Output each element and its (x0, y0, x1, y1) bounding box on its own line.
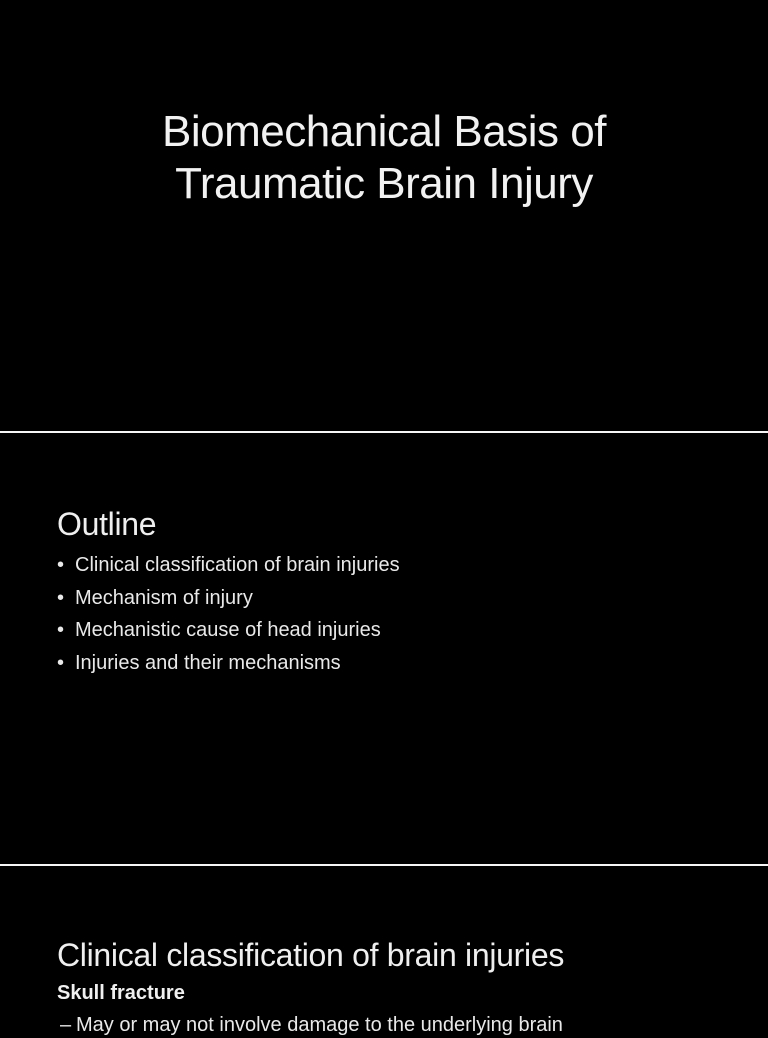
slide-title (0, 0, 768, 431)
bullet-text: Injuries and their mechanisms (75, 651, 341, 674)
list-item (60, 1012, 563, 1038)
bullet-text: Mechanism of injury (75, 586, 253, 609)
outline-bullet-list (57, 549, 400, 679)
slide-clinical-classification (0, 866, 768, 1036)
list-item (57, 582, 400, 615)
list-item (57, 614, 400, 647)
bullet-icon: • (57, 586, 65, 609)
bullet-text: Clinical classification of brain injuries (75, 554, 400, 576)
presentation-title (0, 106, 768, 210)
presentation-title-line-1: Biomechanical Basis of (162, 107, 606, 156)
list-item (57, 647, 400, 680)
list-item (57, 549, 400, 582)
bullet-icon: • (57, 619, 65, 641)
slide-heading-clinical-classification: Clinical classification of brain injuries (57, 936, 565, 973)
subheading-skull-fracture: Skull fracture (57, 982, 185, 1004)
slide-outline (0, 433, 768, 864)
bullet-icon: • (57, 554, 65, 576)
presentation-title-line-2: Traumatic Brain Injury (175, 159, 593, 208)
slide-heading-outline: Outline (57, 505, 157, 542)
bullet-text: Mechanistic cause of head injuries (75, 619, 381, 641)
bullet-icon: • (57, 651, 65, 674)
bullet-text: May or may not involve damage to the underlying brain (76, 1014, 563, 1036)
dash-bullet-icon: – (60, 1014, 72, 1036)
